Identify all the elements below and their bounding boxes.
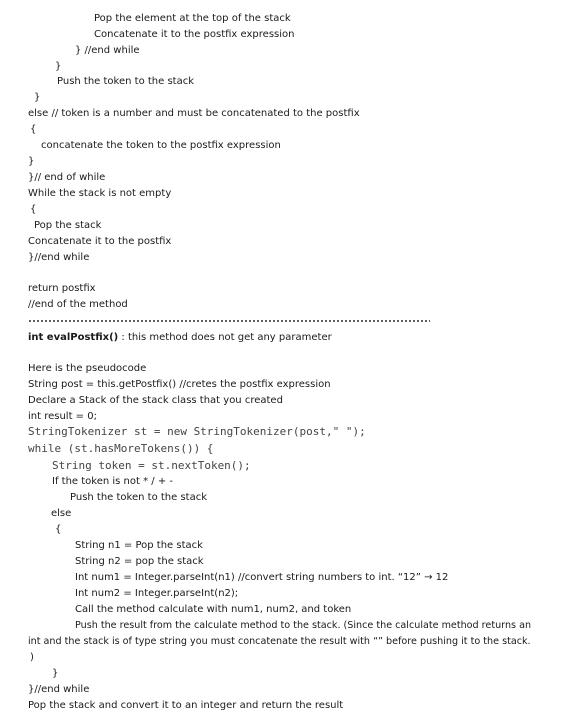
doc-line: }//end while bbox=[28, 684, 90, 695]
doc-line: Int num2 = Integer.parseInt(n2); bbox=[75, 588, 239, 599]
doc-line: String n2 = pop the stack bbox=[75, 556, 204, 567]
doc-line: Push the result from the calculate method to the stack. (Since the calculate method returns an bbox=[75, 620, 532, 631]
doc-line: else // token is a number and must be concatenated to the postfix bbox=[28, 108, 360, 119]
doc-line: //end of the method bbox=[28, 299, 128, 310]
doc-line: } bbox=[34, 92, 41, 103]
doc-line: While the stack is not empty bbox=[28, 188, 172, 199]
doc-line: } bbox=[52, 668, 59, 679]
doc-line: Pop the element at the top of the stack bbox=[94, 13, 291, 24]
doc-line: Here is the pseudocode bbox=[28, 363, 147, 374]
code-line: String token = st.nextToken(); bbox=[52, 459, 251, 472]
doc-line: Pop the stack bbox=[34, 220, 102, 231]
doc-line: } bbox=[55, 61, 62, 72]
doc-line: { bbox=[30, 124, 37, 135]
doc-line: Push the token to the stack bbox=[70, 492, 208, 503]
doc-line: Declare a Stack of the stack class that you created bbox=[28, 395, 283, 406]
doc-line: int result = 0; bbox=[28, 411, 97, 422]
doc-line: concatenate the token to the postfix expression bbox=[41, 140, 281, 151]
doc-line: Push the token to the stack bbox=[57, 76, 195, 87]
doc-line: ) bbox=[30, 652, 34, 663]
method-heading bbox=[28, 331, 332, 344]
doc-line: }//end while bbox=[28, 252, 90, 263]
doc-line: else bbox=[51, 508, 72, 519]
doc-line: Pop the stack and convert it to an integer and return the result bbox=[28, 700, 344, 711]
doc-line: If the token is not * / + - bbox=[52, 476, 173, 487]
method-description: : this method does not get any parameter bbox=[118, 332, 332, 343]
doc-line: } bbox=[28, 156, 35, 167]
doc-line: } //end while bbox=[75, 45, 140, 56]
asterisk-divider bbox=[28, 318, 430, 324]
doc-line: return postfix bbox=[28, 283, 96, 294]
doc-line: Int num1 = Integer.parseInt(n1) //convert string numbers to int. “12” → 12 bbox=[75, 572, 449, 583]
doc-line: Call the method calculate with num1, num2, and token bbox=[75, 604, 352, 615]
doc-line: Concatenate it to the postfix bbox=[28, 236, 172, 247]
doc-line: { bbox=[30, 204, 37, 215]
doc-line: int and the stack is of type string you must concatenate the result with “” before pushing it to the stack. bbox=[28, 636, 531, 647]
code-line: while (st.hasMoreTokens()) { bbox=[28, 442, 214, 455]
doc-line: { bbox=[55, 524, 62, 535]
doc-line: String post = this.getPostfix() //cretes the postfix expression bbox=[28, 379, 331, 390]
doc-line: }// end of while bbox=[28, 172, 106, 183]
code-line: StringTokenizer st = new StringTokenizer(post," "); bbox=[28, 425, 366, 438]
doc-line: Concatenate it to the postfix expression bbox=[94, 29, 295, 40]
method-signature: int evalPostfix() bbox=[28, 332, 119, 343]
doc-line: String n1 = Pop the stack bbox=[75, 540, 203, 551]
